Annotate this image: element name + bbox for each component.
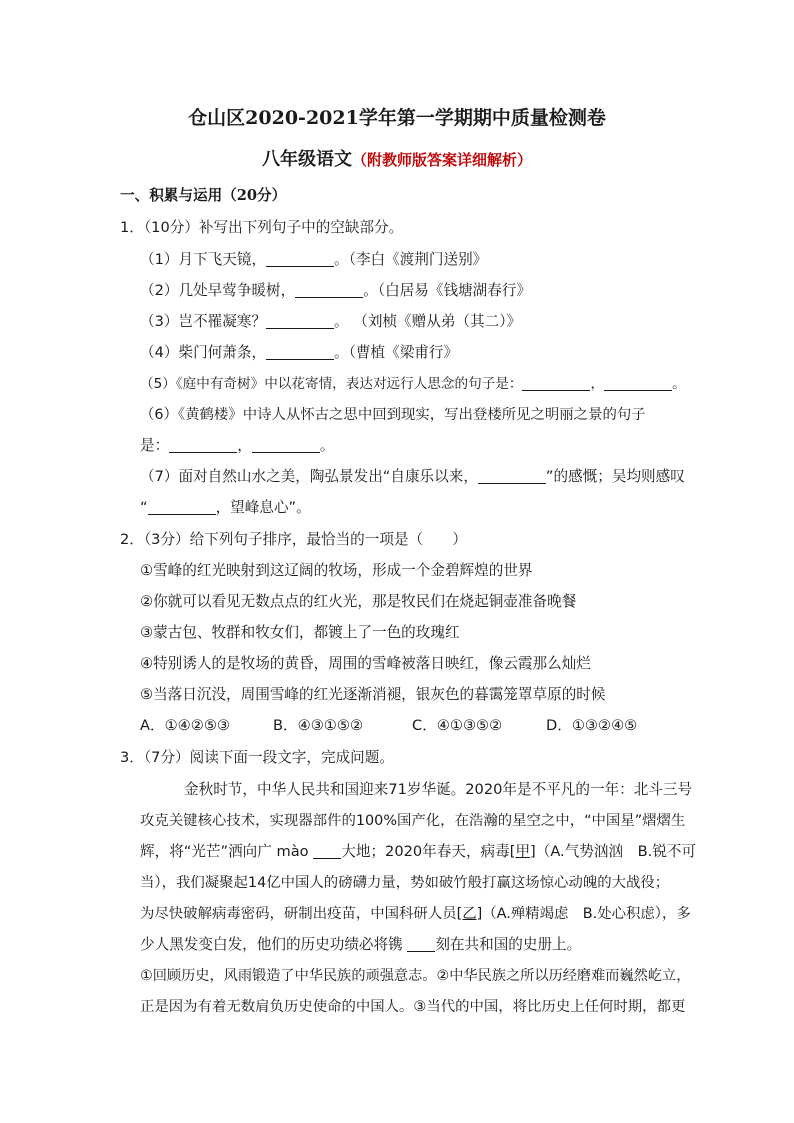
question-2-item: ①雪峰的红光映射到这辽阔的牧场，形成一个金碧辉煌的世界 bbox=[140, 562, 533, 579]
answer-blank[interactable] bbox=[169, 436, 237, 453]
question-2-item: ③蒙古包、牧群和牧女们，都镀上了一色的玫瑰红 bbox=[140, 624, 460, 641]
page-subtitle bbox=[0, 148, 794, 172]
question-2-stem: 2．（3分）给下列句子排序，最恰当的一项是（ ） bbox=[120, 531, 467, 548]
answer-blank[interactable] bbox=[266, 250, 334, 267]
answer-blank[interactable] bbox=[313, 842, 341, 859]
question-1-line-1: （1）月下飞天镜， 。（李白《渡荆门送别》 bbox=[140, 251, 488, 268]
answer-blank[interactable] bbox=[478, 467, 546, 484]
question-3-stem: 3．（7分）阅读下面一段文字，完成问题。 bbox=[120, 749, 394, 766]
blank-marker-yi: [乙] bbox=[456, 906, 483, 922]
answer-blank[interactable] bbox=[522, 374, 590, 391]
passage-line: 辉，将“光芒”洒向广 mào 大地；2020年春天，病毒[甲]（A.气势汹汹 B.锐不可 bbox=[140, 843, 697, 860]
passage-line: 正是因为有着无数肩负历史使命的中国人。③当代的中国，将比历史上任何时期，都更 bbox=[140, 999, 686, 1015]
page-title: 仓山区2020-2021学年第一学期期中质量检测卷 bbox=[188, 107, 606, 129]
passage-line: ①回顾历史，风雨锻造了中华民族的顽强意志。②中华民族之所以历经磨难而巍然屹立， bbox=[140, 968, 691, 984]
answer-blank[interactable] bbox=[266, 343, 334, 360]
question-2-option-d[interactable]: D．①③②④⑤ bbox=[546, 717, 638, 734]
question-1-line-4: （4）柴门何萧条， 。（曹植《梁甫行》 bbox=[140, 344, 459, 361]
answer-blank[interactable] bbox=[266, 312, 334, 329]
passage-line: 为尽快破解病毒密码，研制出疫苗，中国科研人员[乙]（A.殚精竭虑 B.处心积虑），多 bbox=[140, 906, 691, 922]
answer-blank[interactable] bbox=[148, 498, 216, 515]
question-1-line-7: （7）面对自然山水之美，陶弘景发出“自康乐以来， ”的感慨；吴均则感叹 bbox=[140, 468, 685, 485]
question-1-line-5: （5）《庭中有奇树》中以花寄情，表达对远行人思念的句子是： ， 。 bbox=[140, 376, 686, 392]
answer-blank[interactable] bbox=[252, 436, 320, 453]
question-2-item: ②你就可以看见无数点点的红火光，那是牧民们在烧起铜壶准备晚餐 bbox=[140, 593, 577, 610]
question-1-stem: 1．（10分）补写出下列句子中的空缺部分。 bbox=[120, 219, 404, 236]
passage-line: 当），我们凝聚起14亿中国人的磅礴力量，势如破竹般打赢这场惊心动魄的大战役； bbox=[140, 875, 670, 891]
question-1-line-6: （6）《黄鹤楼》中诗人从怀古之思中回到现实，写出登楼所见之明丽之景的句子 bbox=[140, 407, 646, 423]
question-2-option-c[interactable]: C．④①③⑤② bbox=[412, 717, 503, 734]
answer-blank[interactable] bbox=[407, 935, 435, 952]
answer-blank[interactable] bbox=[604, 374, 672, 391]
answer-blank[interactable] bbox=[295, 281, 363, 298]
question-1-line-3: （3）岂不罹凝寒？ 。 （刘桢《赠从弟（其二）》 bbox=[140, 313, 522, 330]
section-heading: 一、积累与运用（20分） bbox=[120, 187, 287, 204]
question-2-item: ⑤当落日沉没，周围雪峰的红光逐渐消褪，银灰色的暮霭笼罩草原的时候 bbox=[140, 686, 606, 703]
question-2-option-b[interactable]: B．④③①⑤② bbox=[273, 717, 364, 734]
blank-marker-jia: [甲] bbox=[509, 843, 536, 860]
question-1-line-2: （2）几处早莺争暖树， 。（白居易《钱塘湖春行》 bbox=[140, 282, 532, 299]
passage-line: 金秋时节，中华人民共和国迎来71岁华诞。2020年是不平凡的一年：北斗三号 bbox=[184, 781, 693, 798]
passage-line: 少人黑发变白发，他们的历史功绩必将镌 刻在共和国的史册上。 bbox=[140, 936, 582, 953]
subtitle-main: 八年级语文 bbox=[261, 149, 352, 170]
passage-line: 攻克关键核心技术，实现器部件的100%国产化，在浩瀚的星空之中，“中国星”熠熠生 bbox=[140, 813, 686, 829]
question-2-option-a[interactable]: A．①④②⑤③ bbox=[140, 717, 230, 734]
question-1-line-6-cont: 是： ， 。 bbox=[140, 437, 335, 454]
question-2-item: ④特别诱人的是牧场的黄昏，周围的雪峰被落日映红，像云霞那么灿烂 bbox=[140, 655, 591, 672]
question-1-line-7-cont: “ ，望峰息心”。 bbox=[140, 499, 311, 516]
subtitle-note: （附教师版答案详细解析） bbox=[351, 151, 532, 169]
